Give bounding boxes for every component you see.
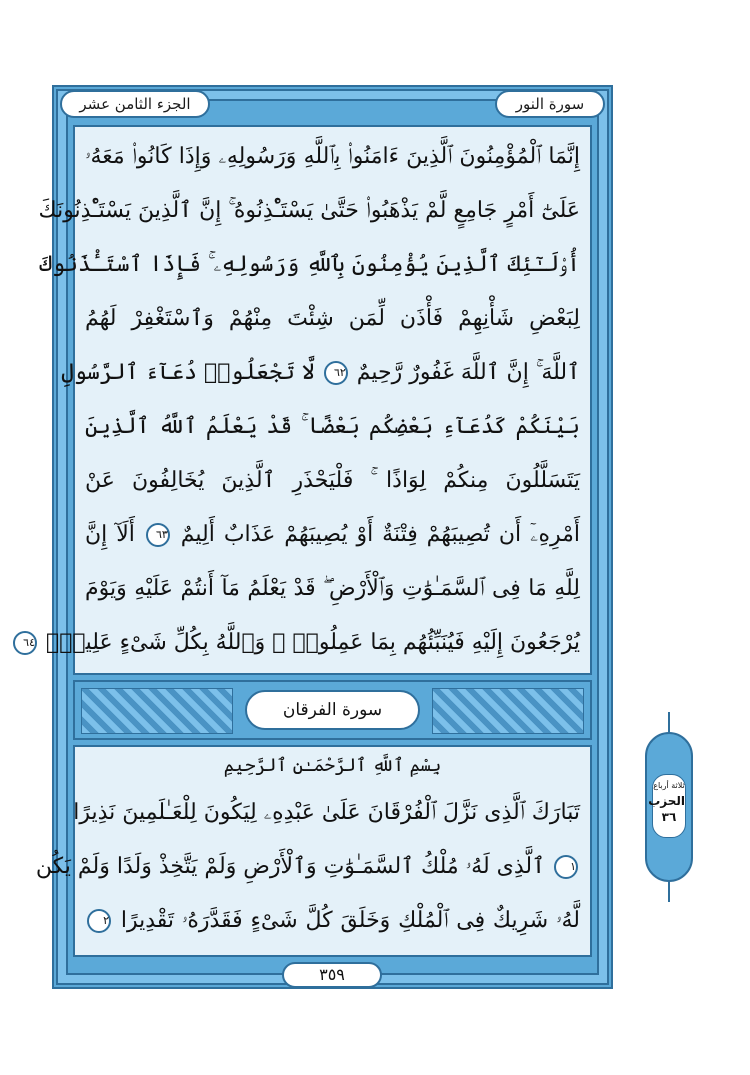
hizb-medallion (645, 732, 693, 882)
text-line-8 (85, 511, 580, 559)
hizb-stem-top (668, 712, 670, 734)
verse-number-62: ٦٢ (324, 361, 348, 385)
text-line-5 (61, 349, 580, 397)
text-line-2: عَلَىٰٓ أَمْرٍ جَامِعٍ لَّمْ يَذْهَبُوا۟ حَتَّىٰ يَسْتَـْٔذِنُوهُ ۚ إِنَّ ٱلَّذِينَ يَسْتَـْٔذِنُونَكَ (38, 198, 580, 223)
text-line-4: لِبَعْضِ شَأْنِهِمْ فَأْذَن لِّمَن شِئْتَ مِنْهُمْ وَٱسْتَغْفِرْ لَهُمُ (85, 306, 580, 331)
text-line-5-head: ٱللَّهَ ۚ إِنَّ ٱللَّهَ غَفُورٌ رَّحِيمٌ (356, 360, 580, 385)
bottom-line-1: تَبَارَكَ ٱلَّذِى نَزَّلَ ٱلْفُرْقَانَ عَلَىٰ عَبْدِهِۦ لِيَكُونَ لِلْعَـٰلَمِينَ نَذِيرًا (73, 800, 580, 825)
text-panel (23, 125, 592, 675)
text-line-8-head: أَمْرِهِۦٓ أَن تُصِيبَهُمْ فِتْنَةٌ أَوْ يُصِيبَهُمْ عَذَابٌ أَلِيمٌ (180, 522, 581, 547)
hizb-number: ٣٦ (661, 810, 677, 824)
verse-number-64: ٦٤ (13, 631, 37, 655)
text-line-5-tail: لَّا تَجْعَلُوا۟ دُعَآءَ ٱلرَّسُولِ (61, 360, 315, 385)
text-line-10 (23, 619, 580, 667)
page-number: ٣٥٩ (282, 962, 382, 988)
bottom-text-panel (35, 745, 592, 957)
band-ornament-left (81, 688, 233, 734)
surah-title: سورة الفرقان (245, 690, 420, 730)
bottom-line-3 (85, 897, 580, 945)
hizb-marker (645, 712, 693, 902)
verse-number-2: ٢ (87, 909, 111, 933)
surah-header-band (73, 680, 592, 740)
text-line-8-tail: أَلَآ إِنَّ (85, 522, 135, 547)
bottom-line-2 (35, 843, 580, 891)
text-line-9: لِلَّهِ مَا فِى ٱلسَّمَـٰوَٰتِ وَٱلْأَرْضِ ۖ قَدْ يَعْلَمُ مَآ أَنتُمْ عَلَيْهِ وَيَوْمَ (85, 576, 580, 601)
text-line-10-body: يُرْجَعُونَ إِلَيْهِ فَيُنَبِّئُهُم بِمَا عَمِلُوا۟ ۗ وَٱللَّهُ بِكُلِّ شَىْءٍ عَلِيمٌۢ (46, 630, 580, 655)
band-ornament-right (432, 688, 584, 734)
hizb-label: الحزب (648, 794, 685, 808)
hizb-quarter: ثلاثة أرباع (653, 781, 685, 790)
juz-label: الجزء الثامن عشر (60, 90, 210, 118)
text-line-1: إِنَّمَا ٱلْمُؤْمِنُونَ ٱلَّذِينَ ءَامَنُوا۟ بِٱللَّهِ وَرَسُولِهِۦ وَإِذَا كَانُوا۟ مَعَهُۥ (85, 144, 580, 169)
hizb-stem-bottom (668, 880, 670, 902)
basmala: بِسْمِ ٱللَّهِ ٱلرَّحْمَـٰنِ ٱلرَّحِيمِ (223, 755, 442, 776)
bottom-line-3-body: لَّهُۥ شَرِيكٌ فِى ٱلْمُلْكِ وَخَلَقَ كُلَّ شَىْءٍ فَقَدَّرَهُۥ تَقْدِيرًا (120, 908, 580, 933)
verse-number-63: ٦٣ (146, 523, 170, 547)
verse-number-1: ١ (554, 855, 578, 879)
header-bar (60, 90, 605, 120)
text-line-3: أُو۟لَـٰٓئِكَ ٱلَّذِينَ يُؤْمِنُونَ بِٱللَّهِ وَرَسُولِهِۦ ۚ فَإِذَا ٱسْتَـْٔذَنُوكَ (39, 252, 580, 277)
bottom-line-2-body: ٱلَّذِى لَهُۥ مُلْكُ ٱلسَّمَـٰوَٰتِ وَٱلْأَرْضِ وَلَمْ يَتَّخِذْ وَلَدًا وَلَمْ يَكُن (35, 854, 545, 879)
text-line-7: يَتَسَلَّلُونَ مِنكُمْ لِوَاذًا ۚ فَلْيَحْذَرِ ٱلَّذِينَ يُخَالِفُونَ عَنْ (85, 468, 580, 493)
surah-label: سورة النور (495, 90, 605, 118)
text-line-6: بَيْنَكُمْ كَدُعَآءِ بَعْضِكُم بَعْضًا ۚ قَدْ يَعْلَمُ ٱللَّهُ ٱلَّذِينَ (85, 414, 580, 439)
hizb-label-box (648, 774, 686, 838)
